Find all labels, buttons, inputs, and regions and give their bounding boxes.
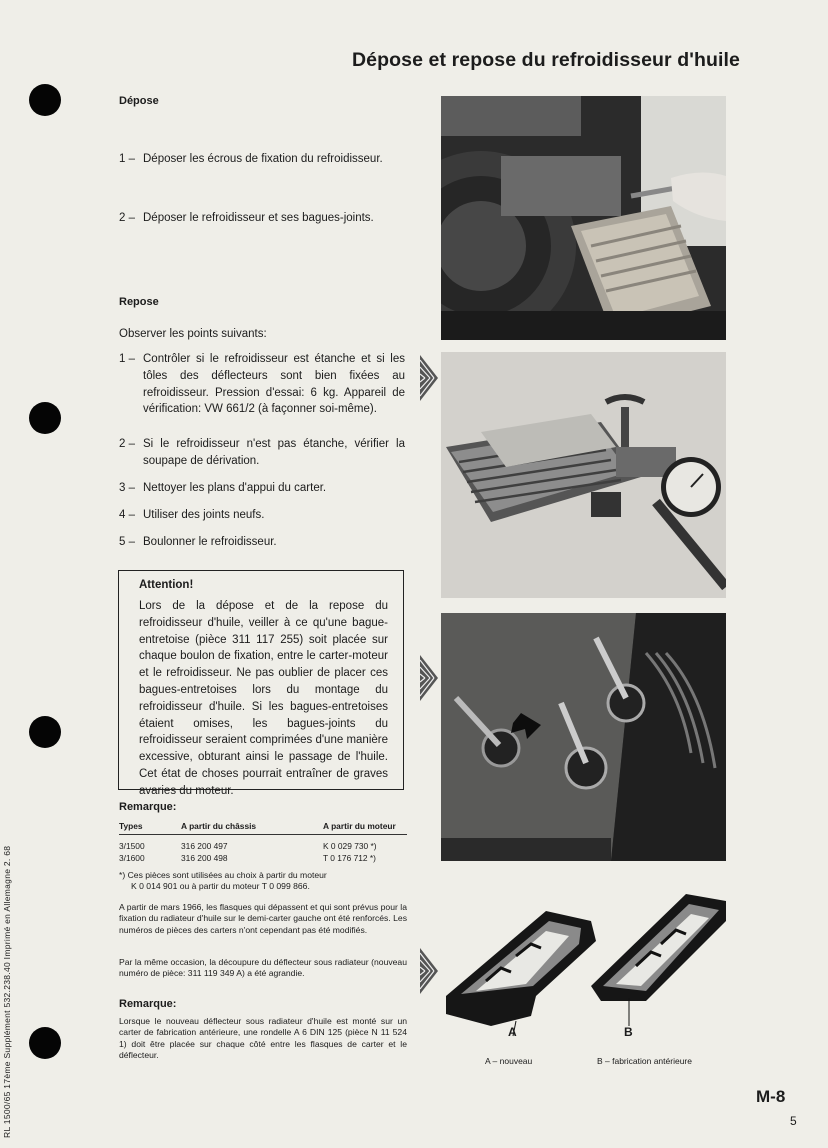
table-cell: 3/1500 [119, 841, 145, 851]
section-code: M-8 [756, 1087, 786, 1106]
remarque-heading: Remarque: [119, 998, 177, 1010]
depose-step [119, 151, 405, 168]
pointer-arrow-icon [420, 948, 438, 994]
step-text: Utiliser des joints neufs. [143, 509, 265, 521]
remarque-paragraph: Par la même occasion, la découpure du déflecteur sous radiateur (nouveau numéro de pièce: 311 119 349 A) a été agrandie. [119, 957, 407, 979]
photo-engine-removal [441, 96, 726, 340]
binder-hole [29, 402, 61, 434]
step-number: 4 – [119, 509, 135, 521]
label-b: B [624, 1025, 633, 1039]
pressure-test-photo-icon [441, 352, 726, 598]
table-row [119, 835, 407, 853]
step-number: 5 – [119, 536, 135, 548]
repose-step [119, 436, 405, 470]
repose-heading: Repose [119, 296, 159, 308]
photo-pressure-test [441, 352, 726, 598]
table-cell: 316 200 498 [181, 852, 228, 863]
repose-step [119, 480, 405, 497]
label-a: A [508, 1025, 517, 1039]
binder-hole [29, 84, 61, 116]
page-number: 5 [790, 1114, 797, 1128]
repose-intro: Observer les points suivants: [119, 328, 267, 340]
step-text: Contrôler si le refroidisseur est étanche et si les tôles des déflecteurs sont bien fixées au refroidisseur. Pression d'essai: 6 kg. Appareil de vérification: VW 661/2 (à façonner soi-même). [143, 353, 405, 416]
remarque-paragraph: A partir de mars 1966, les flasques qui dépassent et qui sont prévus pour la fixation du radiateur d'huile sur le demi-carter gauche ont été renforcés. Les numéros de pièces des carters n'ont cependant pas été modifiés. [119, 902, 407, 935]
step-number: 2 – [119, 438, 135, 450]
footnote-line: K 0 014 901 ou à partir du moteur T 0 099 866. [131, 881, 310, 892]
step-text: Déposer le refroidisseur et ses bagues-joints. [143, 212, 374, 224]
depose-step [119, 210, 405, 227]
table-cell: K 0 029 730 *) [323, 841, 377, 851]
deflector-drawing-icon [441, 876, 726, 1041]
table-header: A partir du moteur [323, 821, 407, 835]
engine-photo-icon [441, 96, 726, 340]
remarque-heading: Remarque: [119, 801, 177, 813]
caption-a: A – nouveau [485, 1056, 533, 1066]
pointer-arrow-icon [420, 655, 438, 701]
footnote-line: *) Ces pièces sont utilisées au choix à partir du moteur [119, 870, 327, 880]
deflector-figure [441, 876, 726, 1046]
photo-mounting-studs [441, 613, 726, 861]
step-text: Déposer les écrous de fixation du refroidisseur. [143, 153, 383, 165]
repose-step [119, 534, 405, 551]
attention-heading: Attention! [139, 579, 194, 591]
step-text: Boulonner le refroidisseur. [143, 536, 277, 548]
table-cell: T 0 176 712 *) [323, 852, 376, 863]
step-text: Si le refroidisseur n'est pas étanche, vérifier la soupape de dérivation. [143, 438, 405, 467]
table-row [119, 853, 407, 865]
table-header: Types [119, 821, 181, 835]
side-note: RL 1500/65 17ème Supplément 532.238.40 Imprimé en Allemagne 2. 68 [2, 845, 12, 1138]
step-number: 3 – [119, 482, 135, 494]
table-cell: 3/1600 [119, 852, 145, 863]
step-number: 1 – [119, 353, 135, 365]
page-title: Dépose et repose du refroidisseur d'huile [352, 49, 740, 71]
parts-table [119, 821, 407, 864]
step-number: 1 – [119, 153, 135, 165]
attention-text: Lors de la dépose et de la repose du refroidisseur d'huile, veiller à ce qu'une bague-entretoise (pièce 311 117 255) soit placée sur chaque boulon de fixation, entre le carter-moteur et le refroidisseur. Ne pas oublier de placer ces bagues-entretoises lors du montage du refroidisseur d'huile. Si les bagues-entretoises étaient omises, les bagues-joints du refroidisseur seraient comprimées d'une manière excessive, obturant ainsi le passage de l'huile. Cet état de choses pourrait entraîner de graves avaries du moteur. [139, 600, 388, 797]
repose-step [119, 351, 405, 418]
attention-box [118, 570, 404, 797]
step-number: 2 – [119, 212, 135, 224]
remarque-paragraph: Lorsque le nouveau déflecteur sous radiateur d'huile est monté sur un carter de fabrication antérieure, une rondelle A 6 DIN 125 (pièce N 11 524 1) doit être placée sur chaque côté entre les flasques de carter et le déflecteur. [119, 1016, 407, 1060]
binder-hole [29, 1027, 61, 1059]
table-header: A partir du châssis [181, 821, 323, 835]
depose-heading: Dépose [119, 95, 159, 107]
footnote [119, 870, 407, 893]
table-cell: 316 200 497 [181, 841, 228, 851]
step-text: Nettoyer les plans d'appui du carter. [143, 482, 327, 494]
studs-photo-icon [441, 613, 726, 861]
repose-step [119, 507, 405, 524]
pointer-arrow-icon [420, 355, 438, 401]
caption-b: B – fabrication antérieure [597, 1056, 692, 1066]
binder-hole [29, 716, 61, 748]
